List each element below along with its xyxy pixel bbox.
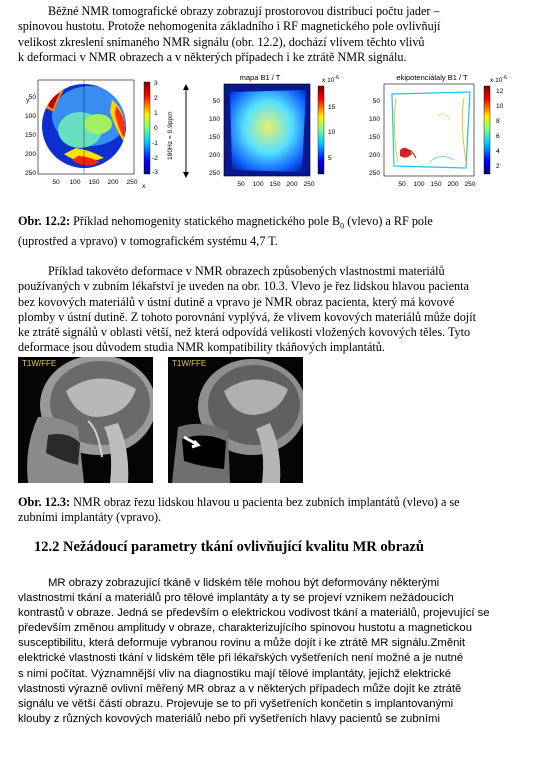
colorbar-tick: 12 — [496, 88, 504, 95]
caption-label: Obr. 12.2: — [18, 214, 71, 228]
colorbar — [318, 86, 324, 174]
colorbar-tick: -2 — [152, 155, 158, 162]
text-line: deformace jsou důvodem studia NMR kompatibility tkáňových implantátů. — [18, 340, 385, 355]
colorbar-tick: 2 — [154, 95, 158, 102]
text-line: signálu ve větší části obrazu. Projevuje se to při vyšetřeních končetin s implantovanými — [18, 697, 454, 710]
caption-text: Příklad nehomogenity statického magnetického pole B — [70, 214, 341, 228]
caption-text: NMR obraz řezu lidskou hlavou u pacienta bez zubních implantátů (vlevo) a se — [70, 495, 460, 509]
x-tick: 200 — [107, 179, 119, 186]
colorbar-tick: 2 — [496, 163, 500, 170]
text-line: používaných v zubním lékařství je uveden na obr. 10.3. Vlevo je řez lidskou hlavou pacienta — [18, 279, 469, 294]
text-line: Příklad takovéto deformace v NMR obrazech způsobených vlastnostmi materiálů — [48, 264, 445, 278]
mri-photo-right — [168, 357, 303, 483]
x-tick: 150 — [88, 179, 100, 186]
y-tick: 50 — [372, 98, 380, 105]
text-line: s nimi počítat. Významnější vliv na diagnostiku mají tělové implantáty, jejichž elektrické — [18, 667, 452, 680]
x-axis-label: x — [142, 183, 146, 190]
colorbar-tick: 6 — [496, 133, 500, 140]
text-line: bez kovových materiálů v ústní dutině a vpravo je NMR obraz pacienta, který má kovové — [18, 294, 455, 309]
section-heading: 12.2 Nežádoucí parametry tkání ovlivňující kvalitu MR obrazů — [34, 539, 424, 555]
x-tick: 250 — [126, 179, 138, 186]
x-tick: 100 — [252, 181, 264, 188]
colorbar-tick: 3 — [154, 80, 158, 87]
sequence-label: T1W/FFE — [172, 359, 207, 368]
x-tick: 250 — [303, 181, 315, 188]
x-tick: 150 — [269, 181, 281, 188]
text-line: plomby v ústní dutině. Z tohoto porovnání vyplývá, že vlivem kovových materiálů může dojít — [18, 309, 476, 324]
mri-photo-left — [18, 357, 153, 483]
colorbar-tick: 5 — [328, 155, 332, 162]
colorbar-tick: 10 — [328, 129, 336, 136]
x-tick: 100 — [69, 179, 81, 186]
y-tick: 250 — [208, 170, 220, 177]
colorbar-tick: -3 — [152, 169, 158, 176]
caption-text: (vlevo) a RF pole — [344, 214, 433, 228]
colorbar-tick: 1 — [154, 110, 158, 117]
colorbar-tick: 15 — [328, 104, 336, 111]
figure-12-2-caption — [18, 214, 524, 249]
text-line: vlastnostmi tkání a materiálů pro tělové implantáty a ty se projeví vznikem nežádoucích — [18, 592, 454, 605]
text-line: MR obrazy zobrazující tkáně v lidském těle mohou být deformovány některými — [48, 577, 440, 589]
panel-title: ekipotenciálaly B1 / T — [396, 73, 468, 82]
colorbar-label: 180Hz = 0.9ppm — [167, 111, 174, 160]
y-tick: 250 — [24, 170, 36, 177]
y-tick: 200 — [208, 152, 220, 159]
y-tick: 200 — [368, 152, 380, 159]
colorbar-tick: 4 — [496, 148, 500, 155]
y-tick: 250 — [368, 170, 380, 177]
x-tick: 50 — [398, 181, 406, 188]
colorbar-tick: 10 — [496, 103, 504, 110]
text-line: Běžné NMR tomografické obrazy zobrazují prostorovou distribuci počtu jader – — [48, 4, 440, 18]
text-line: především změnou amplitudy v obraze, charakterizujícího spinovou hustotu a magnetickou — [18, 622, 472, 635]
y-tick: 50 — [212, 98, 220, 105]
y-tick: 100 — [368, 116, 380, 123]
y-tick: 50 — [28, 94, 36, 101]
panel-title: mapa B1 / T — [239, 73, 281, 82]
colorbar — [144, 82, 150, 174]
x-tick: 50 — [237, 181, 245, 188]
x-tick: 250 — [464, 181, 476, 188]
x-tick: 200 — [447, 181, 459, 188]
y-axis-label: y — [26, 97, 30, 104]
x-tick: 150 — [430, 181, 442, 188]
b0-map-panel — [25, 80, 189, 190]
x-tick: 100 — [413, 181, 425, 188]
b1-map-panel — [209, 73, 339, 188]
figure-12-2 — [20, 72, 524, 202]
text-line: elektrické vlastnosti tkání v lidském těle při lékařských vyšetřeních není možné a je nutné — [18, 652, 464, 665]
exponent-label: x $10^{-6}$ — [490, 75, 507, 84]
text-line: k deformaci v NMR obrazech a v některých případech i ke ztrátě NMR signálu. — [18, 49, 407, 64]
text-line: spinovou hustotu. Protože nehomogenita základního i RF magnetického pole ovlivňují — [18, 19, 441, 34]
b1-equipotential-panel — [369, 73, 507, 188]
x-tick: 50 — [52, 179, 60, 186]
paragraph-3 — [18, 576, 524, 727]
y-tick: 150 — [368, 134, 380, 141]
colorbar — [484, 86, 490, 174]
y-tick: 100 — [24, 113, 36, 120]
intro-paragraph — [18, 4, 524, 65]
text-line: ke ztrátě signálů v oblasti větší, než která odpovídá velikosti vložených kovových těles. Tyto — [18, 325, 471, 340]
colorbar-tick: -1 — [152, 140, 158, 147]
figure-12-3-caption — [18, 495, 524, 526]
caption-text: (uprostřed a vpravo) v tomografickém systému 4,7 T. — [18, 233, 278, 248]
exponent-label: x $10^{-6}$ — [322, 75, 339, 84]
text-line: kontrastů v obraze. Jedná se především o elektrickou vodivost tkání a materiálů, projevující se — [18, 607, 490, 620]
text-line: velikost zkreslení snímaného NMR signálu (obr. 12.2), dochází vlivem těchto vlivů — [18, 34, 425, 49]
y-tick: 150 — [208, 134, 220, 141]
text-line: susceptibilitu, která deformuje vybranou rovinu a může dojít i ke ztrátě MR signálu.Změnit — [18, 637, 466, 650]
text-line: klouby z různých kovových materiálů nebo při vyšetřeních hlavy pacientů se zubními — [18, 712, 440, 725]
y-tick: 100 — [208, 116, 220, 123]
caption-text: zubními implantáty (vpravo). — [18, 510, 162, 525]
y-tick: 150 — [24, 132, 36, 139]
sequence-label: T1W/FFE — [22, 359, 57, 368]
y-tick: 200 — [24, 151, 36, 158]
caption-label: Obr. 12.3: — [18, 495, 71, 509]
caption-sub: 0 — [340, 221, 345, 231]
text-line: vlastnosti výrazně ovlivní měřený MR obraz a v některých případech může dojít ke ztrátě — [18, 682, 462, 695]
x-tick: 200 — [286, 181, 298, 188]
paragraph-2 — [18, 264, 524, 356]
colorbar-tick: 0 — [154, 125, 158, 132]
colorbar-tick: 8 — [496, 118, 500, 125]
